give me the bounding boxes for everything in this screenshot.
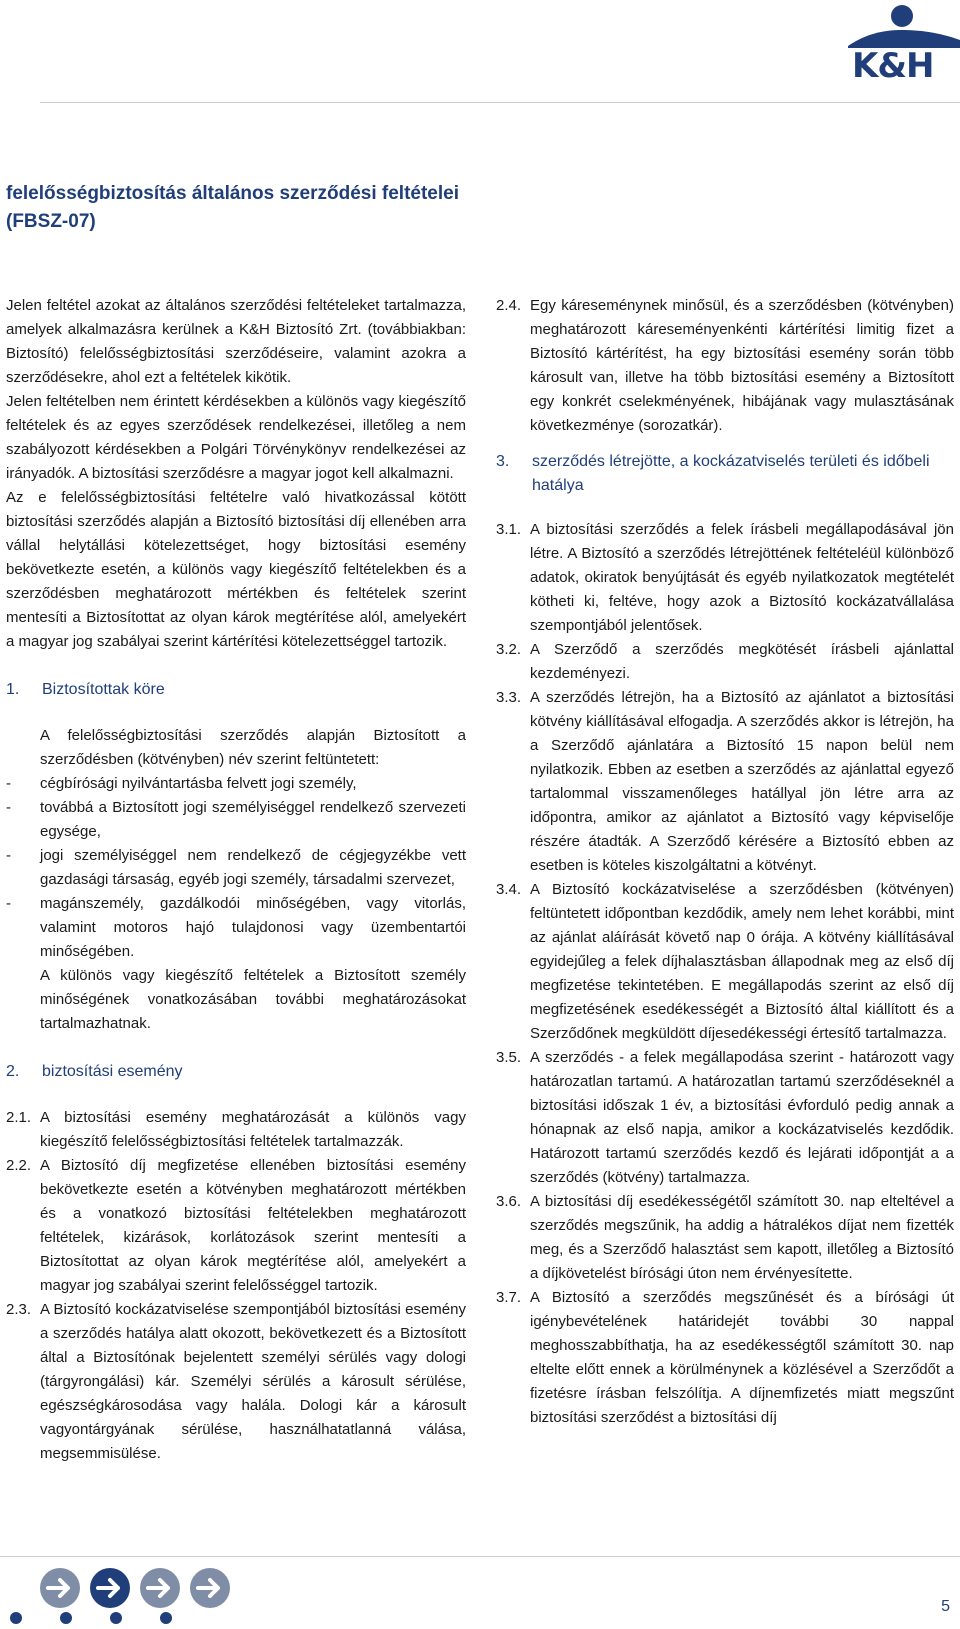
list-item <box>6 772 466 796</box>
section-2-number: 2. <box>6 1063 20 1080</box>
clause-2-3 <box>6 1298 466 1466</box>
kh-logo <box>848 2 960 86</box>
clause-text: A biztosítási díj esedékességétől számított 30. nap elteltével a szerződés megszűnik, ha addig a hátralékos díjat nem fizették meg, és a Szerződő halasztást sem kapott, illetőleg a Biztosító a díjkövetelést bírósági úton nem érvényesítette. <box>530 1193 954 1282</box>
small-arrow-circle-icon <box>110 1612 122 1624</box>
clause-text: A Biztosító a szerződés megszűnését és a bírósági út igénybevételének határidejét további 30 nappal meghosszabbíthatja, ha az esedékességtől számított 30. nap eltelte előtt ennek a körülménynek a közlésével a Szerződőt a fizetésre írásban felszólítja. A díjnemfizetés miatt megszűnt biztosítási szerződést a biztosítási díj <box>530 1289 954 1426</box>
clause-3-2 <box>496 638 954 686</box>
left-column <box>6 294 466 1466</box>
clause-text: A biztosítási szerződés a felek írásbeli megállapodásával jön létre. A Biztosító a szerződés létrejöttének feltételéül különböző adatok, okiratok benyújtását és egyéb nyilatkozatok megtételét kötheti ki, feltéve, hogy azok a Biztosító kockázatvállalása szempontjából jelentősek. <box>530 521 954 634</box>
small-arrow-circle-icon <box>60 1612 72 1624</box>
section-1-title: Biztosítottak köre <box>42 681 165 698</box>
small-arrow-circle-icon <box>160 1612 172 1624</box>
right-column <box>496 294 954 1430</box>
clause-3-4 <box>496 878 954 1046</box>
clause-number: 3.6. <box>496 1193 522 1210</box>
clause-2-4 <box>496 294 954 438</box>
header-divider <box>40 102 960 103</box>
clause-text: Egy káreseménynek minősül, és a szerződésben (kötvényben) meghatározott káreseményenkénti kártérítési limitig fizet a Biztosító kártérítést, ha egy biztosítási esemény során több károsult van, illetve ha több biztosítási esemény a Biztosított egy konkrét cselekményének, hibájának vagy mulasztásának következménye (sorozatkár). <box>530 297 954 434</box>
clause-text: A biztosítási esemény meghatározását a különös vagy kiegészítő felelősségbiztosítási feltételek tartalmazzák. <box>40 1109 466 1150</box>
bullet-text: magánszemély, gazdálkodói minőségében, vagy vitorlás, valamint motoros hajó tulajdonosi vagy üzembentartói minőségében. <box>40 895 466 960</box>
document-title <box>6 180 706 236</box>
intro-paragraph-1: Jelen feltétel azokat az általános szerződési feltételeket tartalmazza, amelyek alkalmazásra kerülnek a K&H Biztosító Zrt. (továbbiakban: Biztosító) felelősségbiztosítási szerződéseire, valamint azokra a szerződésekre, ahol ezt a feltételek kikötik. <box>6 297 466 386</box>
page-number: 5 <box>941 1598 950 1615</box>
clause-2-1 <box>6 1106 466 1154</box>
clause-number: 3.7. <box>496 1289 522 1306</box>
section-3-heading <box>496 450 954 498</box>
bullet-dash: - <box>6 775 11 792</box>
arrow-right-circle-icon[interactable] <box>40 1568 80 1608</box>
brand-text: K&H <box>852 46 934 86</box>
clause-text: A szerződés létrejön, ha a Biztosító az ajánlatot a biztosítási kötvény kiállításával elfogadja. A szerződés akkor is létrejön, ha a Szerződő ajánlatára a Biztosító 15 napon belül nem nyilatkozik. Ebben az esetben a szerződés az ajánlattal egyező tartalommal visszamenőleges hatállyal jön létre arra az időpontra, amikor az ajánlatot a Biztosító vagy képviselője részére átadták. A Szerződő kérésére a Biztosító ebben az esetben is köteles kiszolgáltatni a kötvényt. <box>530 689 954 874</box>
clause-number: 3.2. <box>496 641 522 658</box>
clause-3-6 <box>496 1190 954 1286</box>
intro-paragraph-2: Jelen feltételben nem érintett kérdésekben a különös vagy kiegészítő feltételek és az egyes szerződések rendelkezései, illetőleg a nem szabályozott kérdésekben a Polgári Törvénykönyv rendelkezései az irányadók. A biztosítási szerződésre a magyar jogot kell alkalmazni. <box>6 393 466 482</box>
list-item <box>6 796 466 844</box>
bullet-dash: - <box>6 847 11 864</box>
clause-number: 3.3. <box>496 689 522 706</box>
footer-navigation <box>10 1566 250 1626</box>
clause-text: A szerződés - a felek megállapodása szerint - határozott vagy határozatlan tartamú. A határozatlan tartamú szerződéseknél a biztosítási időszak 1 év, a biztosítási évforduló pedig annak a hónapnak az első napja, amikor a kockázatviselés kezdődik. Határozott tartamú szerződés kezdő és lejárati időpontját a a szerződés (kötvény) tartalmazza. <box>530 1049 954 1186</box>
section-1-intro: A felelősségbiztosítási szerződés alapján Biztosított a szerződésben (kötvényben) név szerint feltüntetett: <box>40 727 466 768</box>
intro-paragraph-3: Az e felelősségbiztosítási feltételre való hivatkozással kötött biztosítási szerződés alapján a Biztosító biztosítási díj ellenében arra vállal helytállási kötelezettséget, hogy biztosítási esemény bekövetkezte esetén, a különös vagy kiegészítő feltételekben és a szerződésben meghatározott mértékben és feltételek szerint mentesíti a Biztosítottat az olyan károk megtérítése alól, amelyekért a magyar jog szabályai szerint kártérítési kötelezettséggel tartozik. <box>6 489 466 650</box>
arrow-right-circle-icon[interactable] <box>140 1568 180 1608</box>
section-3-title: szerződés létrejötte, a kockázatviselés területi és időbeli hatálya <box>532 453 930 494</box>
bullet-text: cégbírósági nyilvántartásba felvett jogi személy, <box>40 775 357 792</box>
clause-number: 2.1. <box>6 1109 32 1126</box>
kh-person-logo-icon <box>848 2 960 50</box>
title-line-2: (FBSZ-07) <box>6 211 96 232</box>
clause-3-5 <box>496 1046 954 1190</box>
bullet-text: továbbá a Biztosított jogi személyiséggel rendelkező szervezeti egysége, <box>40 799 466 840</box>
bullet-text: jogi személyiséggel nem rendelkező de cégjegyzékbe vett gazdasági társaság, egyéb jogi személy, társadalmi szervezet, <box>40 847 466 888</box>
title-line-1: felelősségbiztosítás általános szerződési feltételei <box>6 183 459 204</box>
clause-2-2 <box>6 1154 466 1298</box>
clause-number: 2.3. <box>6 1301 32 1318</box>
clause-3-1 <box>496 518 954 638</box>
clause-number: 3.1. <box>496 521 522 538</box>
bullet-dash: - <box>6 799 11 816</box>
clause-number: 3.4. <box>496 881 522 898</box>
clause-text: A Biztosító kockázatviselése szempontjából biztosítási esemény a szerződés hatálya alatt okozott, bekövetkezett és a Biztosított által a Biztosítónak bejelentett személyi sérülés vagy dologi (tárgyrongálási) kár. Személyi sérülés a károsult sérülése, egészségkárosodása vagy halála. Dologi kár a károsult vagyontárgyának sérülése, használhatatlanná válása, megsemmisülése. <box>40 1301 466 1462</box>
list-item <box>6 892 466 964</box>
clause-text: A Szerződő a szerződés megkötését írásbeli ajánlattal kezdeményezi. <box>530 641 954 682</box>
list-item <box>6 844 466 892</box>
section-2-title: biztosítási esemény <box>42 1063 183 1080</box>
clause-number: 3.5. <box>496 1049 522 1066</box>
clause-3-3 <box>496 686 954 878</box>
section-2-heading <box>6 1060 466 1084</box>
arrow-right-circle-icon[interactable] <box>90 1568 130 1608</box>
small-arrow-circle-icon <box>10 1612 22 1624</box>
bullet-dash: - <box>6 895 11 912</box>
section-1-number: 1. <box>6 681 20 698</box>
clause-number: 2.2. <box>6 1157 32 1174</box>
section-3-number: 3. <box>496 453 510 470</box>
clause-text: A Biztosító díj megfizetése ellenében biztosítási esemény bekövetkezte esetén a kötvényben meghatározott mértékben és a vonatkozó biztosítási feltételekben meghatározott feltételek, kizárások, korlátozások szerint mentesíti a Biztosítottat az olyan károk megtérítése alól, amelyekért a magyar jog szabályai szerint felelősséggel tartozik. <box>40 1157 466 1294</box>
clause-3-7 <box>496 1286 954 1430</box>
section-1-outro: A különös vagy kiegészítő feltételek a Biztosított személy minőségének vonatkozásában további meghatározásokat tartalmazhatnak. <box>40 967 466 1032</box>
footer-divider <box>0 1556 960 1557</box>
clause-text: A Biztosító kockázatviselése a szerződésben (kötvényen) feltüntetett időpontban kezdődik, amely nem lehet korábbi, mint az ajánlat aláírását követő nap 0 órája. A kötvény kiállításával egyidejűleg a felek díjhalasztásban állapodnak meg az első díj megfizetése tekintetében. E megállapodás szerint az első díj megfizetésének esedékességét a Biztosító által kiállított és a Szerződőnek megküldött díjesedékességi értesítő tartalmazza. <box>530 881 954 1042</box>
arrow-right-circle-icon[interactable] <box>190 1568 230 1608</box>
section-1-heading <box>6 678 466 702</box>
clause-number: 2.4. <box>496 297 522 314</box>
